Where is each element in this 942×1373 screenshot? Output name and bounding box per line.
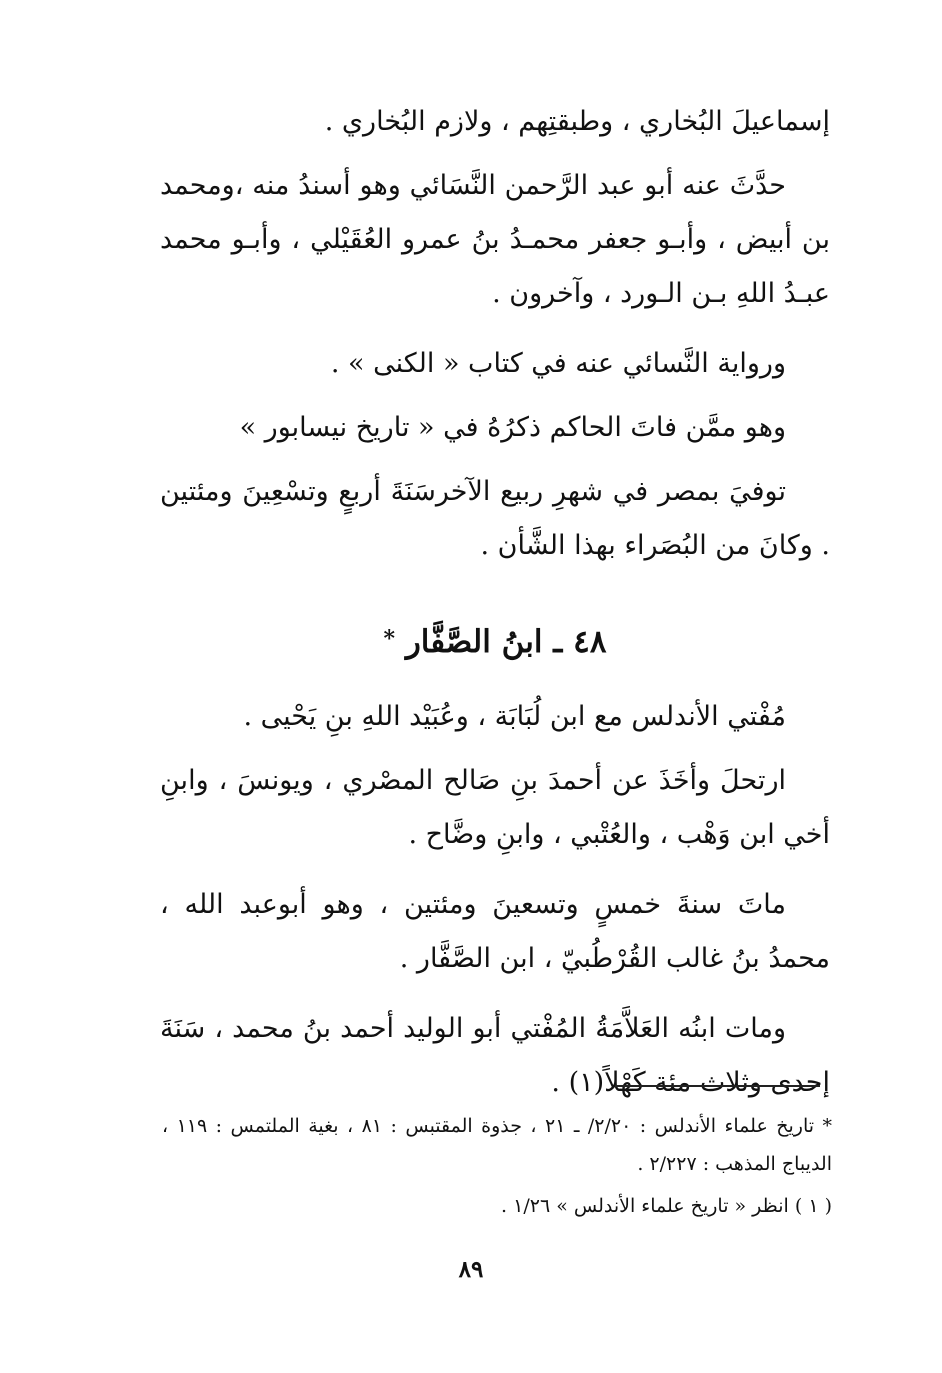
paragraph-9: ومات ابنُه العَلاَّمَةُ المُفْتي أبو الوليد أحمد بنُ محمد ، سَنَةَ إحدى وثلاث مئة كَهْلاً(١) . (160, 1013, 830, 1098)
paragraph-7: ارتحلَ وأخَذَ عن أحمدَ بنِ صَالح المصْري ، ويونسَ ، وابنِ أخي ابن وَهْب ، والعُتْبي ، وابنِ وضَّاح . (160, 765, 830, 850)
paragraph-3: ورواية النَّسائي عنه في كتاب « الكنى » . (330, 348, 786, 379)
paragraph-8: ماتَ سنةَ خمسٍ وتسعينَ ومئتين ، وهو أبوعبد الله ، محمدُ بنُ غالب القُرْطُبيّ ، ابن الصَّفَّار . (160, 889, 830, 974)
paragraph-2: حدَّثَ عنه أبو عبد الرَّحمن النَّسَائي وهو أسندُ منه ،ومحمد بن أبيض ، وأبـو جعفر محمـدُ بنُ عمرو العُقَيْلي ، وأبـو محمد عبـدُ اللهِ بـن الـورد ، وآخرون . (160, 170, 830, 309)
paragraph-6: مُفْتي الأندلس مع ابن لُبَابَة ، وعُبَيْد اللهِ بنِ يَحْيى . (243, 701, 786, 732)
entry-heading (160, 611, 830, 670)
footnote-star-marker: * (383, 626, 396, 652)
paragraph-4: وهو ممَّن فاتَ الحاكم ذكرُهُ في « تاريخ نيسابور » (239, 412, 786, 443)
footnote-1: ( ١ ) انظر « تاريخ علماء الأندلس » ١/٢٦ . (501, 1195, 832, 1217)
footnote-separator (615, 1085, 820, 1087)
entry-heading-title: ٤٨ ـ ابنُ الصَّفَّار (405, 624, 607, 660)
footnotes (162, 1107, 832, 1225)
paragraph-1: إسماعيلَ البُخاري ، وطبقتِهم ، ولازم البُخاري . (324, 106, 830, 137)
page-number: ٨٩ (458, 1256, 484, 1283)
page-body (160, 95, 830, 1110)
footnote-star: * تاريخ علماء الأندلس : ٢/٢٠/ ـ ٢١ ، جذوة المقتبس : ٨١ ، بغية الملتمس : ١١٩ ، الديباج المذهب : ٢/٢٢٧ . (162, 1115, 832, 1175)
paragraph-5: توفيَ بمصر في شهرِ ربيع الآخرسَنَةَ أربعٍ وتسْعِينَ ومئتين . وكانَ من البُصَراء بهذا الشَّأن . (160, 476, 830, 561)
